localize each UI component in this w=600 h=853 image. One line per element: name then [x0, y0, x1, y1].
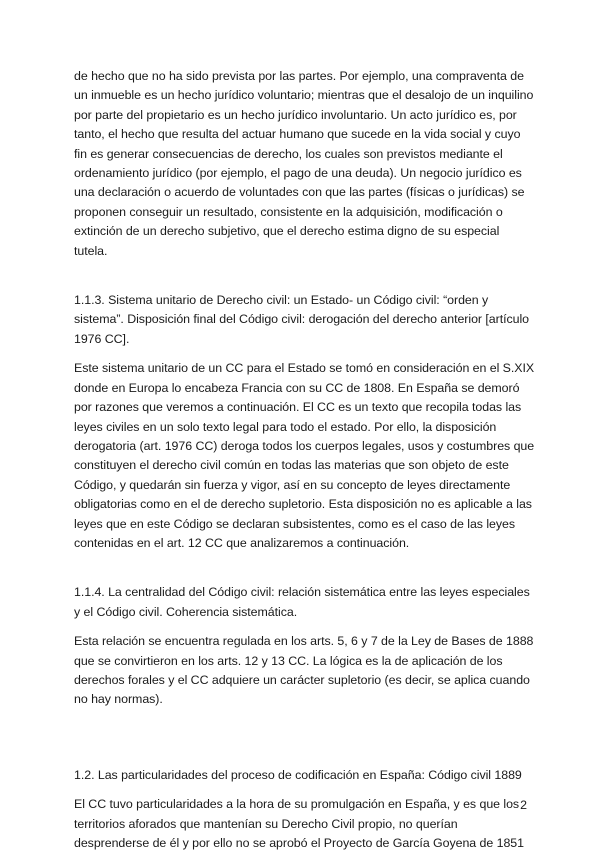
heading-line: 1976 CC].: [74, 331, 130, 346]
text-line: que se convirtieron en los arts. 12 y 13 CC. La lógica es la de aplicación de los: [74, 653, 503, 668]
section-spacer: [74, 553, 530, 583]
section-heading-1-1-3: [74, 291, 530, 349]
text-line: desprenderse de él y por ello no se aprobó el Proyecto de García Goyena de 1851: [74, 836, 524, 850]
heading-line: 1.2. Las particularidades del proceso de codificación en España: Código civil 1889: [74, 767, 522, 782]
section-spacer: [74, 710, 530, 766]
text-line: por razones que veremos a continuación. El CC es un texto que recopila todas las: [74, 400, 522, 415]
text-line: tutela.: [74, 243, 108, 258]
text-line: una declaración o acuerdo de voluntades con que las partes (físicas o jurídicas) se: [74, 185, 525, 200]
text-line: donde en Europa lo encabeza Francia con su CC de 1808. En España se demoró: [74, 380, 520, 395]
text-line: leyes civiles en un solo texto legal para todo el estado. Por ello, la disposición: [74, 419, 497, 434]
paragraph-spacer: [74, 349, 530, 359]
section-heading-1-2: [74, 766, 530, 785]
text-line: contenidas en el art. 12 CC que analizaremos a continuación.: [74, 535, 410, 550]
text-line: derogatoria (art. 1976 CC) deroga todos los cuerpos legales, usos y costumbres que: [74, 438, 535, 453]
text-line: Esta relación se encuentra regulada en los arts. 5, 6 y 7 de la Ley de Bases de 1888: [74, 634, 534, 649]
text-line: ordenamiento jurídico (por ejemplo, el pago de una deuda). Un negocio jurídico es: [74, 166, 522, 181]
paragraph-spacer: [74, 622, 530, 632]
paragraph-sistema-unitario: [74, 359, 535, 553]
text-line: Este sistema unitario de un CC para el Estado se tomó en consideración en el S.XIX: [74, 361, 535, 376]
paragraph-hecho-juridico: [74, 67, 534, 261]
text-line: tanto, el hecho que resulta del actuar humano que sucede en la vida social y cuyo: [74, 127, 521, 142]
text-line: un inmueble es un hecho jurídico voluntario; mientras que el desalojo de un inquilino: [74, 88, 534, 103]
paragraph-relacion: [74, 632, 534, 710]
heading-line: y el Código civil. Coherencia sistemática.: [74, 604, 298, 619]
text-line: territorios aforados que mantenían su Derecho Civil propio, no querían: [74, 816, 458, 831]
paragraph-spacer: [74, 785, 530, 795]
text-line: El CC tuvo particularidades a la hora de su promulgación en España, y es que los: [74, 797, 520, 812]
section-spacer: [74, 261, 530, 291]
paragraph-particularidades: [74, 795, 530, 853]
heading-line: 1.1.3. Sistema unitario de Derecho civil: un Estado- un Código civil: “orden y: [74, 293, 489, 308]
text-line: derechos forales y el CC adquiere un carácter supletorio (es decir, se aplica cuando: [74, 672, 530, 687]
text-line: leyes que en este Código se declaran subsistentes, como es el caso de las leyes: [74, 516, 515, 531]
text-line: obligatorias como en el de derecho supletorio. Esta disposición no es aplicable a las: [74, 497, 532, 512]
page-number: 2: [520, 798, 527, 812]
text-line: constituyen el derecho civil común en todas las materias que son objeto de este: [74, 458, 509, 473]
document-page: [74, 67, 535, 853]
text-line: Código, y quedarán sin fuerza y vigor, así en su concepto de leyes directamente: [74, 477, 511, 492]
heading-line: 1.1.4. La centralidad del Código civil: relación sistemática entre las leyes especiales: [74, 585, 530, 600]
text-line: extinción de un derecho subjetivo, que el derecho estima digno de su especial: [74, 224, 500, 239]
heading-line: sistema”. Disposición final del Código civil: derogación del derecho anterior [artículo: [74, 312, 530, 327]
section-heading-1-1-4: [74, 583, 530, 622]
text-line: de hecho que no ha sido prevista por las partes. Por ejemplo, una compraventa de: [74, 69, 524, 83]
text-line: por parte del propietario es un hecho jurídico involuntario. Un acto jurídico es, por: [74, 107, 517, 122]
text-line: no hay normas).: [74, 692, 163, 707]
text-line: proponen conseguir un resultado, consistente en la adquisición, modificación o: [74, 204, 503, 219]
text-line: fin es generar consecuencias de derecho, los cuales son previstos mediante el: [74, 146, 503, 161]
